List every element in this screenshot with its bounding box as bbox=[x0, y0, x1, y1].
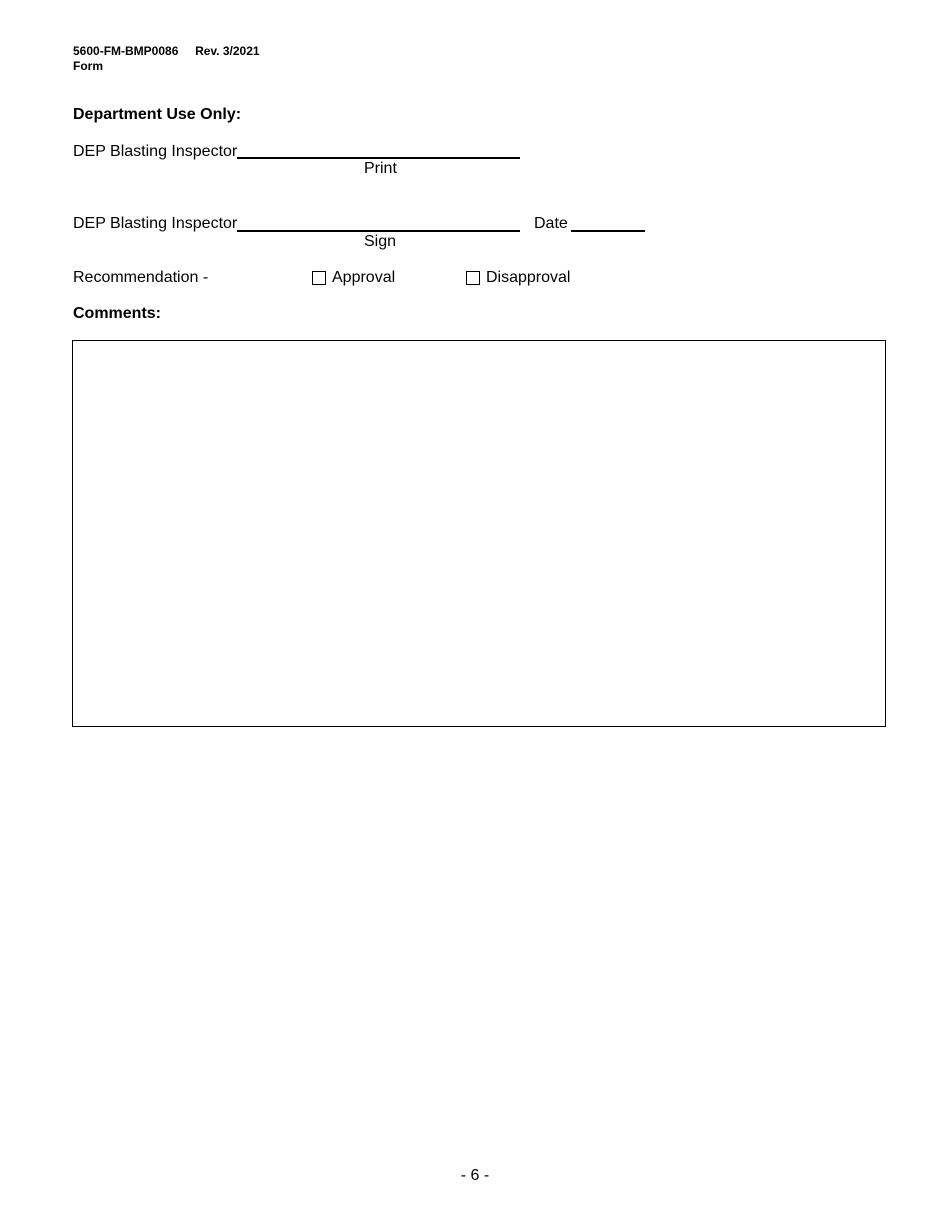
form-code: 5600-FM-BMP0086 bbox=[73, 44, 179, 58]
inspector-sign-caption: Sign bbox=[364, 233, 397, 250]
inspector-print-label: DEP Blasting Inspector bbox=[73, 143, 238, 160]
comments-textarea[interactable] bbox=[72, 340, 886, 727]
form-label: Form bbox=[73, 59, 103, 73]
approval-label: Approval bbox=[332, 269, 396, 286]
comments-label: Comments: bbox=[73, 305, 162, 322]
form-revision: Rev. 3/2021 bbox=[195, 44, 260, 58]
page-number: - 6 - bbox=[460, 1167, 490, 1184]
recommendation-label: Recommendation - bbox=[73, 269, 209, 286]
inspector-sign-field[interactable] bbox=[237, 230, 520, 232]
section-title: Department Use Only: bbox=[73, 106, 242, 123]
inspector-sign-label: DEP Blasting Inspector bbox=[73, 215, 238, 232]
inspector-print-field[interactable] bbox=[237, 157, 520, 159]
date-field[interactable] bbox=[571, 230, 645, 232]
date-label: Date bbox=[534, 215, 568, 232]
approval-checkbox[interactable] bbox=[312, 271, 326, 285]
disapproval-checkbox[interactable] bbox=[466, 271, 480, 285]
disapproval-label: Disapproval bbox=[486, 269, 571, 286]
inspector-print-caption: Print bbox=[364, 160, 397, 177]
